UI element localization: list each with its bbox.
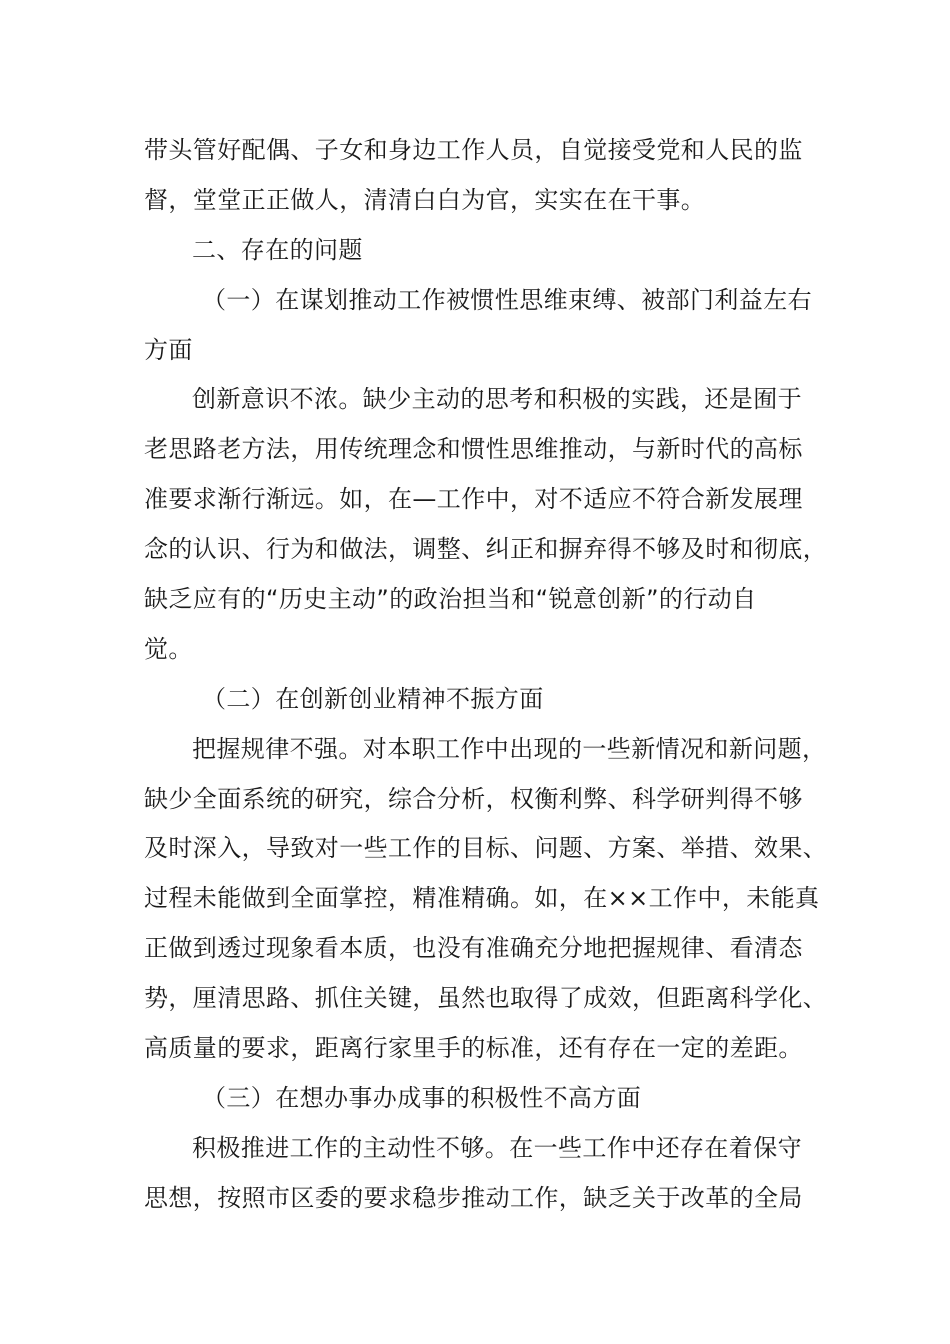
paragraph-line: 缺乏应有的“历史主动”的政治担当和“锐意创新”的行动自 bbox=[144, 585, 757, 614]
paragraph-line: 思想，按照市区委的要求稳步推动工作，缺乏关于改革的全局 bbox=[144, 1183, 803, 1212]
paragraph-line: 及时深入，导致对一些工作的目标、问题、方案、举措、效果、 bbox=[144, 834, 828, 863]
paragraph-line: 缺少全面系统的研究，综合分析，权衡利弊、科学研判得不够 bbox=[144, 784, 803, 813]
paragraph-line: 老思路老方法，用传统理念和惯性思维推动，与新时代的高标 bbox=[144, 435, 803, 464]
paragraph-line: 督，堂堂正正做人，清清白白为官，实实在在干事。 bbox=[144, 185, 706, 214]
paragraph-line: 带头管好配偶、子女和身边工作人员，自觉接受党和人民的监 bbox=[144, 136, 803, 164]
subsection-heading-continuation: 方面 bbox=[144, 335, 193, 364]
paragraph-line: 正做到透过现象看本质，也没有准确充分地把握规律、看清态 bbox=[144, 934, 803, 963]
paragraph-line: 高质量的要求，距离行家里手的标准，还有存在一定的差距。 bbox=[144, 1034, 803, 1063]
section-heading: 二、存在的问题 bbox=[192, 235, 363, 264]
paragraph-line: 念的认识、行为和做法，调整、纠正和摒弃得不够及时和彻底， bbox=[144, 535, 828, 564]
paragraph-line: 觉。 bbox=[144, 634, 193, 663]
document-body bbox=[144, 126, 828, 1224]
subsection-heading: （三）在想办事办成事的积极性不高方面 bbox=[202, 1083, 642, 1112]
paragraph-line: 势，厘清思路、抓住关键，虽然也取得了成效，但距离科学化、 bbox=[144, 984, 828, 1013]
paragraph-line: 积极推进工作的主动性不够。在一些工作中还存在着保守 bbox=[192, 1133, 802, 1162]
subsection-heading: （一）在谋划推动工作被惯性思维束缚、被部门利益左右 bbox=[202, 285, 812, 314]
paragraph-line: 准要求渐行渐远。如，在—工作中，对不适应不符合新发展理 bbox=[144, 485, 803, 514]
paragraph-line: 创新意识不浓。缺少主动的思考和积极的实践，还是囿于 bbox=[192, 385, 802, 414]
paragraph-line: 把握规律不强。对本职工作中出现的一些新情况和新问题， bbox=[192, 734, 827, 763]
subsection-heading: （二）在创新创业精神不振方面 bbox=[202, 684, 544, 713]
paragraph-line: 过程未能做到全面掌控，精准精确。如，在××工作中，未能真 bbox=[144, 884, 820, 913]
